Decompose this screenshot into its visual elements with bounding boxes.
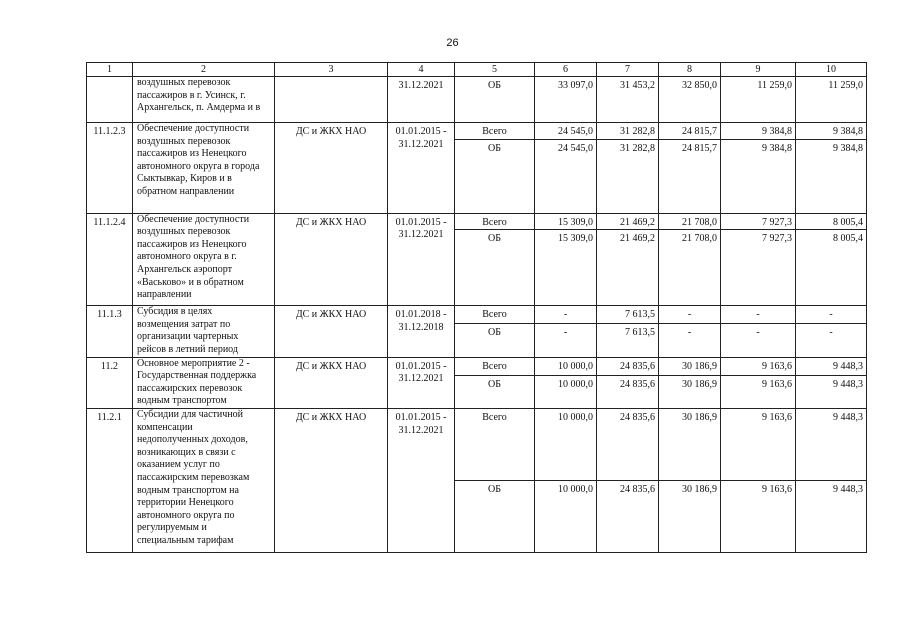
description-line: недополученных доходов, xyxy=(137,434,248,446)
column-header: 1 xyxy=(87,63,133,77)
page-number: 26 xyxy=(446,37,459,49)
row-period xyxy=(388,408,455,552)
row-code: 11.1.2.3 xyxy=(87,123,133,214)
description-line: оказанием услуг по xyxy=(137,459,220,471)
amount-cell: 7 927,3 xyxy=(721,230,796,306)
funding-source: Всего xyxy=(455,123,535,140)
amount-cell: 24 545,0 xyxy=(535,139,597,213)
description-line: воздушных перевозок xyxy=(137,135,231,147)
amount-cell: 10 000,0 xyxy=(535,480,597,552)
row-executor: ДС и ЖКХ НАО xyxy=(275,123,388,214)
amount-cell: 10 000,0 xyxy=(535,408,597,480)
row-period xyxy=(388,306,455,357)
row-executor: ДС и ЖКХ НАО xyxy=(275,213,388,306)
amount-cell: 31 282,8 xyxy=(597,139,659,213)
row-period xyxy=(388,357,455,408)
amount-cell: 10 000,0 xyxy=(535,357,597,375)
amount-cell: 24 835,6 xyxy=(597,357,659,375)
row-description xyxy=(133,306,275,357)
budget-table xyxy=(86,62,867,553)
row-executor: ДС и ЖКХ НАО xyxy=(275,357,388,408)
description-line: Архангельск, п. Амдерма и в xyxy=(137,102,261,114)
description-line: автономного округа в г. xyxy=(137,251,237,263)
table-row xyxy=(87,123,867,140)
amount-cell: - xyxy=(659,306,721,324)
description-line: Архангельск аэропорт xyxy=(137,263,232,275)
amount-cell: 9 448,3 xyxy=(796,408,867,480)
description-line: пассажирских перевозок xyxy=(137,382,243,394)
funding-source: Всего xyxy=(455,357,535,375)
amount-cell: 24 835,6 xyxy=(597,375,659,408)
description-line: направлении xyxy=(137,289,192,301)
amount-cell: 24 835,6 xyxy=(597,408,659,480)
column-header: 5 xyxy=(455,63,535,77)
funding-source: ОБ xyxy=(455,230,535,306)
amount-cell: 24 815,7 xyxy=(659,123,721,140)
row-code: 11.1.3 xyxy=(87,306,133,357)
funding-source: ОБ xyxy=(455,324,535,357)
amount-cell: - xyxy=(535,324,597,357)
column-header: 2 xyxy=(133,63,275,77)
amount-cell: 24 835,6 xyxy=(597,480,659,552)
description-line: пассажиров из Ненецкого xyxy=(137,238,247,250)
row-description xyxy=(133,123,275,214)
period-line: 31.12.2021 xyxy=(398,229,444,241)
funding-source: Всего xyxy=(455,213,535,230)
row-description xyxy=(133,408,275,552)
amount-cell: 32 850,0 xyxy=(659,77,721,123)
funding-source: Всего xyxy=(455,408,535,480)
funding-source: Всего xyxy=(455,306,535,324)
amount-cell: 11 259,0 xyxy=(721,77,796,123)
amount-cell: 11 259,0 xyxy=(796,77,867,123)
description-line: рейсов в летний период xyxy=(137,343,238,355)
amount-cell: 30 186,9 xyxy=(659,357,721,375)
amount-cell: 9 448,3 xyxy=(796,357,867,375)
period-line: 31.12.2021 xyxy=(398,373,444,385)
amount-cell: 21 708,0 xyxy=(659,230,721,306)
row-executor: ДС и ЖКХ НАО xyxy=(275,306,388,357)
row-period xyxy=(388,123,455,214)
amount-cell: 7 613,5 xyxy=(597,306,659,324)
period-line: 01.01.2015 - xyxy=(395,360,447,372)
description-line: пассажирским перевозкам xyxy=(137,471,250,483)
description-line: возникающих в связи с xyxy=(137,446,236,458)
period-line: 31.12.2021 xyxy=(398,80,444,91)
period-line: 01.01.2015 - xyxy=(395,126,447,137)
funding-source: ОБ xyxy=(455,480,535,552)
description-line: водным транспортом на xyxy=(137,484,239,496)
amount-cell: 9 163,6 xyxy=(721,480,796,552)
description-line: Сыктывкар, Киров и в xyxy=(137,173,232,185)
description-line: обратном направлении xyxy=(137,185,235,197)
table-row xyxy=(87,306,867,324)
amount-cell: - xyxy=(721,324,796,357)
column-header: 9 xyxy=(721,63,796,77)
description-line: Обеспечение доступности xyxy=(137,123,250,134)
funding-source: ОБ xyxy=(455,77,535,123)
description-line: водным транспортом xyxy=(137,395,227,407)
amount-cell: 8 005,4 xyxy=(796,213,867,230)
table-row xyxy=(87,213,867,230)
funding-source: ОБ xyxy=(455,375,535,408)
period-line: 31.12.2021 xyxy=(398,138,444,150)
amount-cell: - xyxy=(721,306,796,324)
description-line: воздушных перевозок xyxy=(137,77,231,88)
amount-cell: 9 384,8 xyxy=(721,123,796,140)
row-code xyxy=(87,77,133,123)
amount-cell: 33 097,0 xyxy=(535,77,597,123)
amount-cell: 21 469,2 xyxy=(597,230,659,306)
row-description xyxy=(133,357,275,408)
table-row xyxy=(87,357,867,375)
description-line: пассажиров в г. Усинск, г. xyxy=(137,89,246,101)
row-code: 11.1.2.4 xyxy=(87,213,133,306)
amount-cell: - xyxy=(796,324,867,357)
description-line: Субсидия в целях xyxy=(137,306,213,318)
amount-cell: 7 613,5 xyxy=(597,324,659,357)
description-line: организации чартерных xyxy=(137,331,239,343)
amount-cell: 9 384,8 xyxy=(796,139,867,213)
description-line: пассажиров из Ненецкого xyxy=(137,148,247,160)
period-line: 01.01.2018 - xyxy=(395,309,447,321)
header-row xyxy=(87,63,867,77)
period-line: 31.12.2018 xyxy=(398,321,444,333)
description-line: Основное мероприятие 2 - xyxy=(137,357,250,369)
column-header: 6 xyxy=(535,63,597,77)
amount-cell: 9 448,3 xyxy=(796,375,867,408)
row-period xyxy=(388,213,455,306)
row-executor: ДС и ЖКХ НАО xyxy=(275,408,388,552)
description-line: «Васьково» и в обратном xyxy=(137,276,244,288)
amount-cell: 9 384,8 xyxy=(796,123,867,140)
row-code: 11.2 xyxy=(87,357,133,408)
amount-cell: 15 309,0 xyxy=(535,213,597,230)
amount-cell: 30 186,9 xyxy=(659,480,721,552)
row-period xyxy=(388,77,455,123)
description-line: Обеспечение доступности xyxy=(137,213,250,225)
description-line: территории Ненецкого xyxy=(137,497,234,509)
amount-cell: 31 453,2 xyxy=(597,77,659,123)
amount-cell: 15 309,0 xyxy=(535,230,597,306)
description-line: автономного округа в города xyxy=(137,160,260,172)
amount-cell: 30 186,9 xyxy=(659,375,721,408)
amount-cell: 9 384,8 xyxy=(721,139,796,213)
description-line: регулируемым и xyxy=(137,522,207,534)
amount-cell: 9 163,6 xyxy=(721,408,796,480)
amount-cell: 21 469,2 xyxy=(597,213,659,230)
column-header: 3 xyxy=(275,63,388,77)
description-line: воздушных перевозок xyxy=(137,226,231,238)
description-line: автономного округа по xyxy=(137,509,235,521)
amount-cell: 9 163,6 xyxy=(721,375,796,408)
row-executor xyxy=(275,77,388,123)
row-description xyxy=(133,77,275,123)
description-line: компенсации xyxy=(137,421,193,433)
column-header: 7 xyxy=(597,63,659,77)
row-code: 11.2.1 xyxy=(87,408,133,552)
column-header: 8 xyxy=(659,63,721,77)
amount-cell: 10 000,0 xyxy=(535,375,597,408)
amount-cell: 7 927,3 xyxy=(721,213,796,230)
column-header: 10 xyxy=(796,63,867,77)
amount-cell: 30 186,9 xyxy=(659,408,721,480)
amount-cell: 8 005,4 xyxy=(796,230,867,306)
amount-cell: 24 545,0 xyxy=(535,123,597,140)
amount-cell: - xyxy=(796,306,867,324)
amount-cell: 9 448,3 xyxy=(796,480,867,552)
table-row xyxy=(87,408,867,480)
amount-cell: 9 163,6 xyxy=(721,357,796,375)
description-line: специальным тарифам xyxy=(137,534,234,546)
amount-cell: - xyxy=(659,324,721,357)
funding-source: ОБ xyxy=(455,139,535,213)
amount-cell: 24 815,7 xyxy=(659,139,721,213)
table-row xyxy=(87,77,867,123)
row-description xyxy=(133,213,275,306)
period-line: 01.01.2015 - xyxy=(395,411,447,423)
description-line: Государственная поддержка xyxy=(137,370,257,382)
amount-cell: - xyxy=(535,306,597,324)
description-line: возмещения затрат по xyxy=(137,318,231,330)
period-line: 31.12.2021 xyxy=(398,424,444,436)
description-line: Субсидии для частичной xyxy=(137,408,243,420)
amount-cell: 31 282,8 xyxy=(597,123,659,140)
column-header: 4 xyxy=(388,63,455,77)
amount-cell: 21 708,0 xyxy=(659,213,721,230)
period-line: 01.01.2015 - xyxy=(395,216,447,228)
